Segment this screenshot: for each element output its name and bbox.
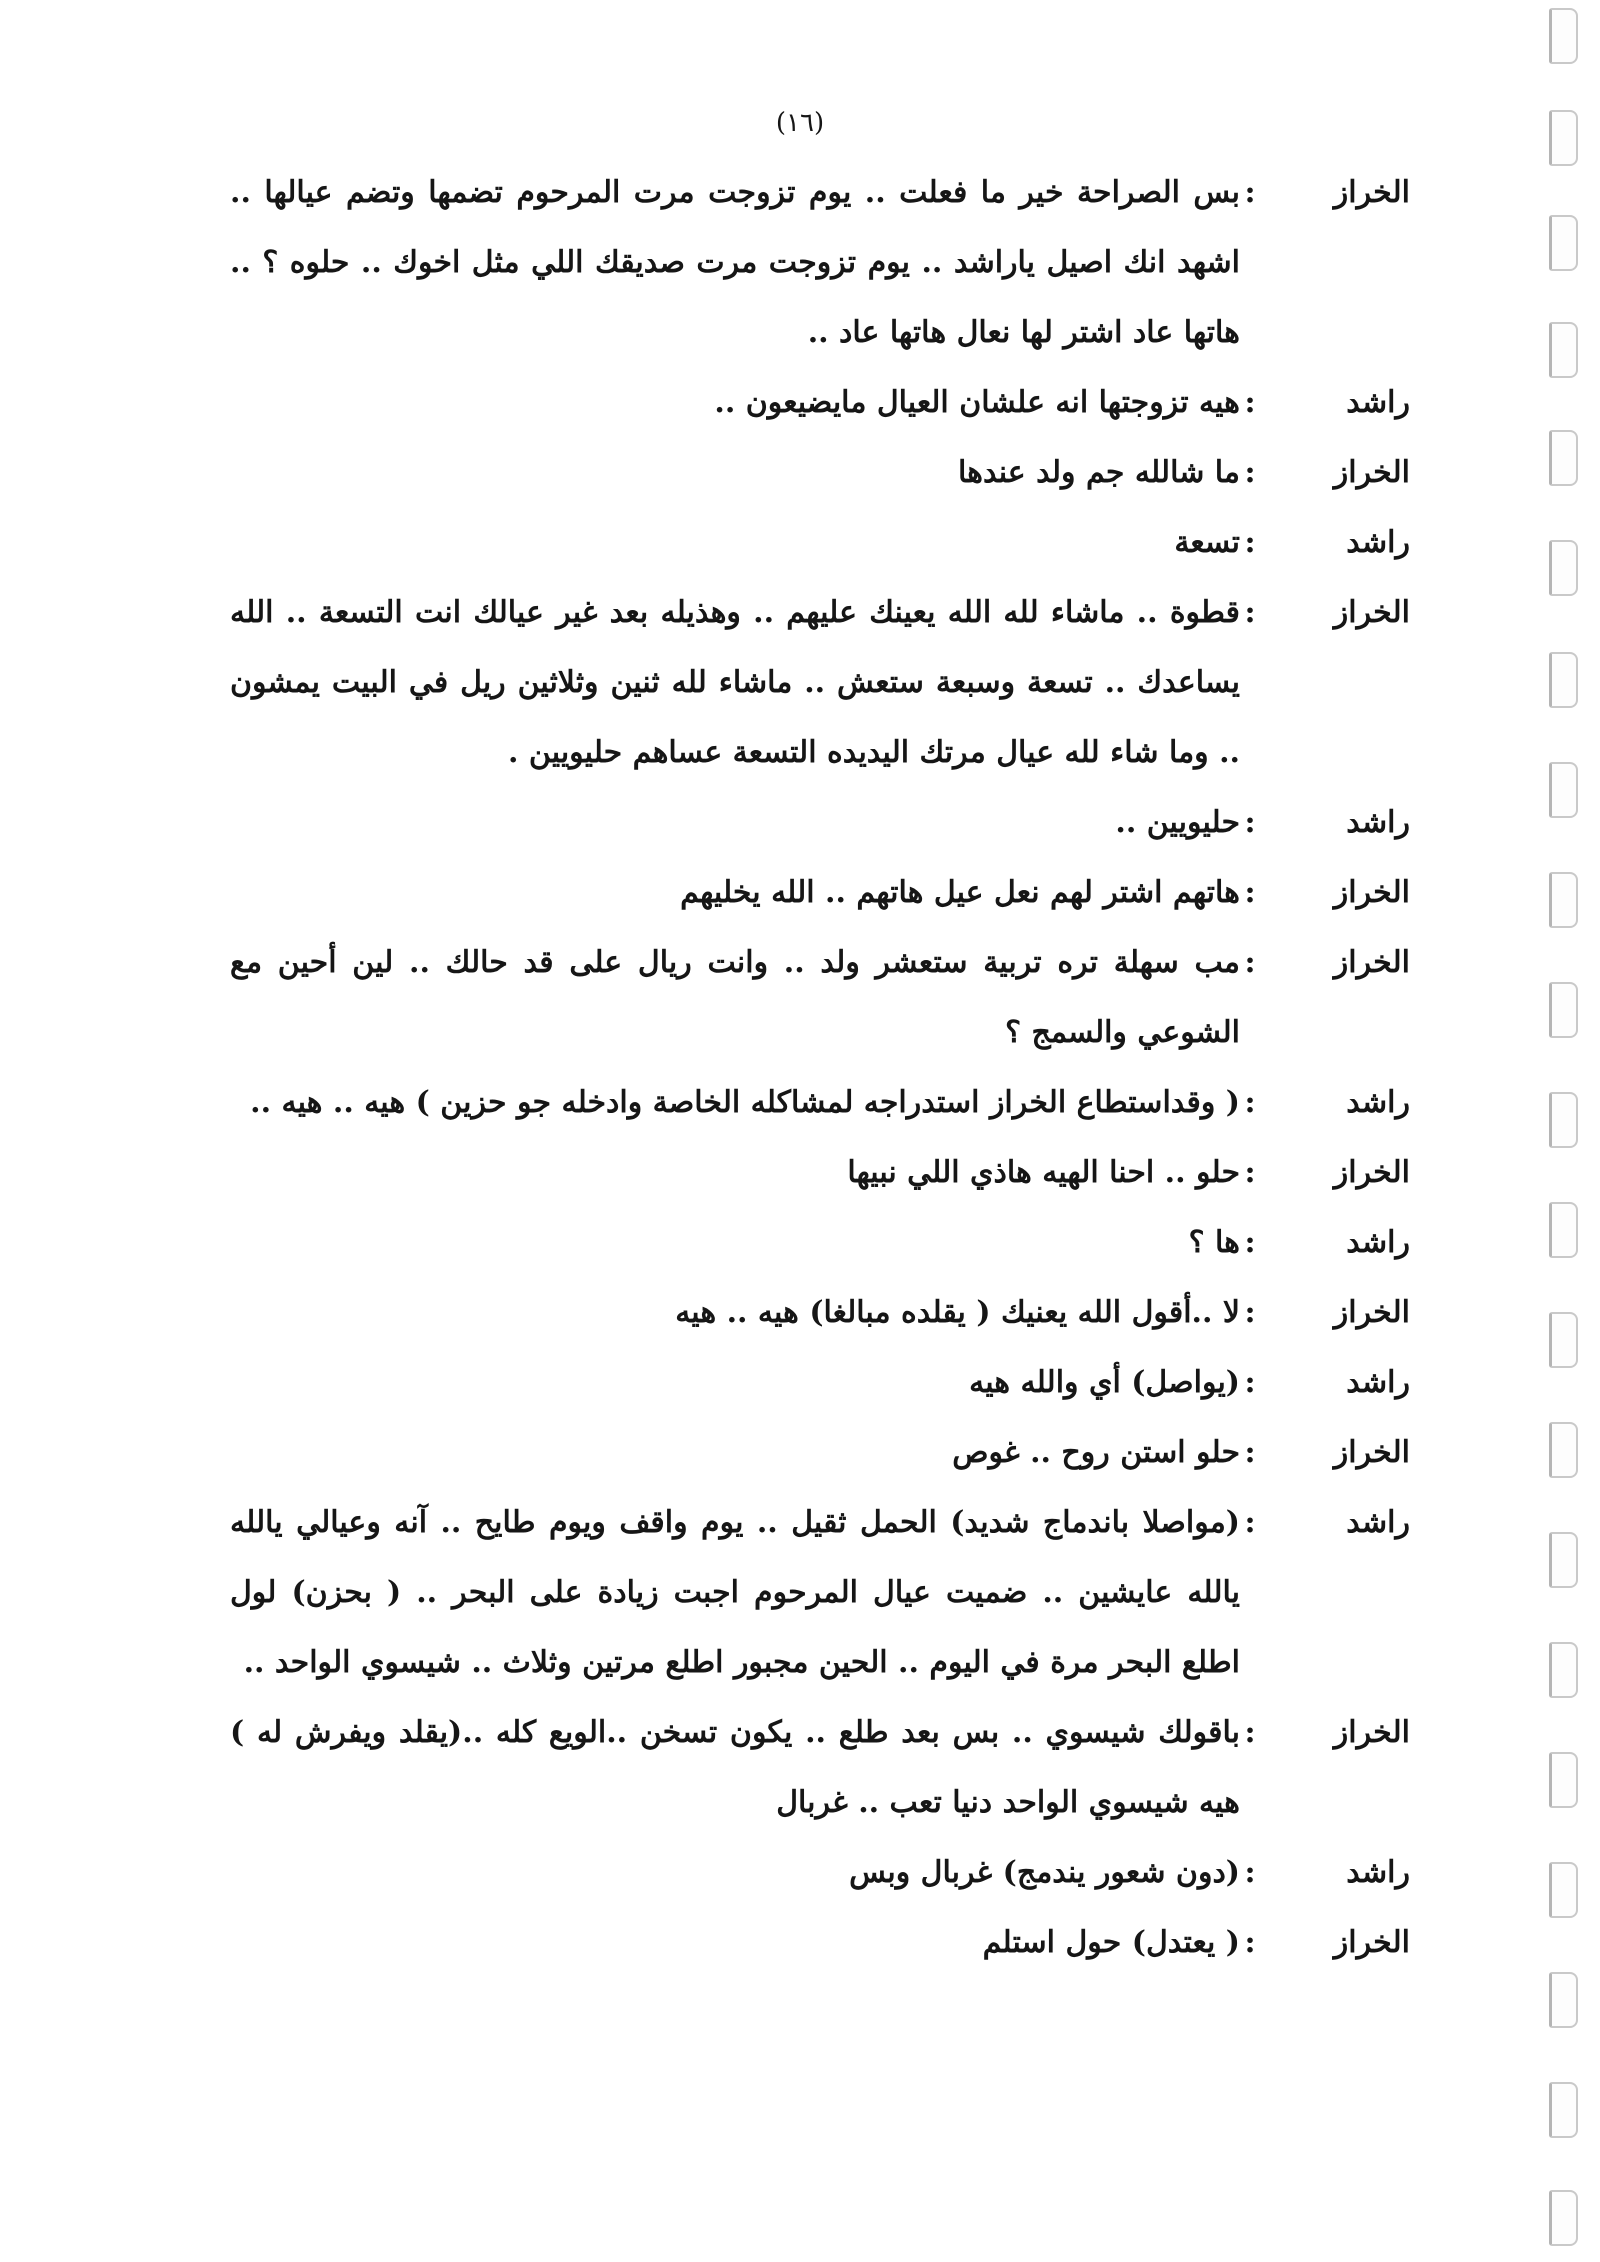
speaker-name: الخراز	[1333, 1925, 1410, 1960]
dialogue-text: هاتهم اشتر لهم نعل عيل هاتهم .. الله يخليهم	[680, 875, 1240, 910]
speaker-name: راشد	[1346, 525, 1410, 560]
speaker-name: راشد	[1346, 1365, 1410, 1400]
binding-ring	[1549, 1092, 1578, 1148]
binding-ring	[1549, 652, 1578, 708]
dialogue-row	[230, 1208, 1410, 1278]
speaker-name: الخراز	[1333, 1295, 1410, 1330]
dialogue-row	[230, 578, 1410, 788]
dialogue-row	[230, 1138, 1410, 1208]
speaker-name: الخراز	[1333, 175, 1410, 210]
speaker-name: الخراز	[1333, 595, 1410, 630]
page-number: (١٦)	[775, 108, 825, 138]
dialogue-text: (دون شعور يندمج) غربال وبس	[849, 1855, 1240, 1890]
dialogue-row	[230, 1278, 1410, 1348]
dialogue-text: تسعة	[1174, 525, 1240, 560]
speaker-colon: :	[1244, 595, 1256, 630]
binding-ring	[1549, 430, 1578, 486]
speaker-colon: :	[1244, 1855, 1256, 1890]
speaker-name: الخراز	[1333, 1715, 1410, 1750]
binding-ring	[1549, 1532, 1578, 1588]
speaker-name: الخراز	[1333, 455, 1410, 490]
dialogue-row	[230, 1698, 1410, 1838]
dialogue-text: بس الصراحة خير ما فعلت .. يوم تزوجت مرت المرحوم تضمها وتضم عيالها .. اشهد انك اصيل ياراشد .. يوم تزوجت مرت صديقك اللي مثل اخوك .. حلوه ؟ .. هاتها عاد اشتر لها نعال هاتها عاد ..	[230, 175, 1240, 350]
binding-ring	[1549, 215, 1578, 271]
binding-ring	[1549, 8, 1578, 64]
script-dialogue	[230, 158, 1410, 1978]
dialogue-text: (يواصل) أي والله هيه	[969, 1365, 1240, 1400]
binding-ring	[1549, 982, 1578, 1038]
speaker-colon: :	[1244, 1505, 1256, 1540]
dialogue-row	[230, 1418, 1410, 1488]
speaker-colon: :	[1244, 1365, 1256, 1400]
binding-ring	[1549, 1862, 1578, 1918]
dialogue-row	[230, 788, 1410, 858]
binding-ring	[1549, 1642, 1578, 1698]
speaker-colon: :	[1244, 805, 1256, 840]
dialogue-row	[230, 158, 1410, 368]
speaker-name: راشد	[1346, 1855, 1410, 1890]
binding-ring	[1549, 110, 1578, 166]
speaker-name: راشد	[1346, 385, 1410, 420]
binding-ring	[1549, 1202, 1578, 1258]
dialogue-row	[230, 928, 1410, 1068]
dialogue-text: ( وقداستطاع الخراز استدراجه لمشاكله الخاصة وادخله جو حزين ) هيه .. هيه ..	[250, 1085, 1240, 1120]
dialogue-text: حليويين ..	[1115, 805, 1240, 840]
dialogue-row	[230, 508, 1410, 578]
dialogue-row	[230, 368, 1410, 438]
speaker-name: الخراز	[1333, 1435, 1410, 1470]
dialogue-text: لا ..أقول الله يعنيك ( يقلده مبالغا) هيه .. هيه	[675, 1295, 1240, 1330]
binding-ring	[1549, 1752, 1578, 1808]
dialogue-text: هيه تزوجتها انه علشان العيال مايضيعون ..	[714, 385, 1240, 420]
binding-ring	[1549, 1422, 1578, 1478]
speaker-colon: :	[1244, 1155, 1256, 1190]
dialogue-text: قطوة .. ماشاء لله الله يعينك عليهم .. وهذيله بعد غير عيالك انت التسعة .. الله يساعدك .. تسعة وسبعة ستعش .. ماشاء لله ثنين وثلاثين ريل في البيت يمشون .. وما شاء لله عيال مرتك اليديده التسعة عساهم حليويين .	[230, 595, 1240, 770]
speaker-colon: :	[1244, 455, 1256, 490]
dialogue-text: ما شالله جم ولد عندها	[958, 455, 1240, 490]
dialogue-text: ( يعتدل) حول استلم	[982, 1925, 1240, 1960]
dialogue-text: حلو .. احنا الهيه هاذي اللي نبيها	[847, 1155, 1240, 1190]
speaker-colon: :	[1244, 525, 1256, 560]
binding-ring	[1549, 1972, 1578, 2028]
dialogue-text: حلو استن روح .. غوص	[952, 1435, 1240, 1470]
speaker-name: الخراز	[1333, 945, 1410, 980]
dialogue-row	[230, 1838, 1410, 1908]
dialogue-text: مب سهلة تره تربية ستعشر ولد .. وانت ريال على قد حالك .. لين أحين مع الشوعي والسمج ؟	[230, 945, 1240, 1050]
binding-ring	[1549, 2082, 1578, 2138]
speaker-colon: :	[1244, 1435, 1256, 1470]
binding-ring	[1549, 322, 1578, 378]
speaker-colon: :	[1244, 1715, 1256, 1750]
dialogue-row	[230, 1908, 1410, 1978]
speaker-colon: :	[1244, 875, 1256, 910]
dialogue-text: ها ؟	[1188, 1225, 1240, 1260]
speaker-name: الخراز	[1333, 875, 1410, 910]
spiral-binding	[1520, 0, 1600, 2262]
binding-ring	[1549, 540, 1578, 596]
speaker-name: راشد	[1346, 1225, 1410, 1260]
speaker-colon: :	[1244, 1925, 1256, 1960]
speaker-colon: :	[1244, 385, 1256, 420]
binding-ring	[1549, 872, 1578, 928]
speaker-colon: :	[1244, 1225, 1256, 1260]
speaker-name: راشد	[1346, 1085, 1410, 1120]
dialogue-row	[230, 438, 1410, 508]
binding-ring	[1549, 762, 1578, 818]
dialogue-text: (مواصلا باندماج شديد) الحمل ثقيل .. يوم واقف ويوم طايح .. آنه وعيالي يالله يالله عايشين .. ضميت عيال المرحوم اجبت زيادة على البحر .. ( بحزن) لول اطلع البحر مرة في اليوم .. الحين مجبور اطلع مرتين وثلاث .. شيسوي الواحد ..	[230, 1505, 1240, 1680]
binding-ring	[1549, 1312, 1578, 1368]
dialogue-row	[230, 858, 1410, 928]
speaker-colon: :	[1244, 1295, 1256, 1330]
speaker-colon: :	[1244, 945, 1256, 980]
dialogue-text: باقولك شيسوي .. بس بعد طلع .. يكون تسخن ..الويع كله ..(يقلد ويفرش له ) هيه شيسوي الواحد دنيا تعب .. غربال	[230, 1715, 1240, 1820]
speaker-colon: :	[1244, 175, 1256, 210]
speaker-colon: :	[1244, 1085, 1256, 1120]
speaker-name: راشد	[1346, 1505, 1410, 1540]
dialogue-row	[230, 1348, 1410, 1418]
speaker-name: الخراز	[1333, 1155, 1410, 1190]
binding-ring	[1549, 2190, 1578, 2246]
speaker-name: راشد	[1346, 805, 1410, 840]
dialogue-row	[230, 1068, 1410, 1138]
dialogue-row	[230, 1488, 1410, 1698]
